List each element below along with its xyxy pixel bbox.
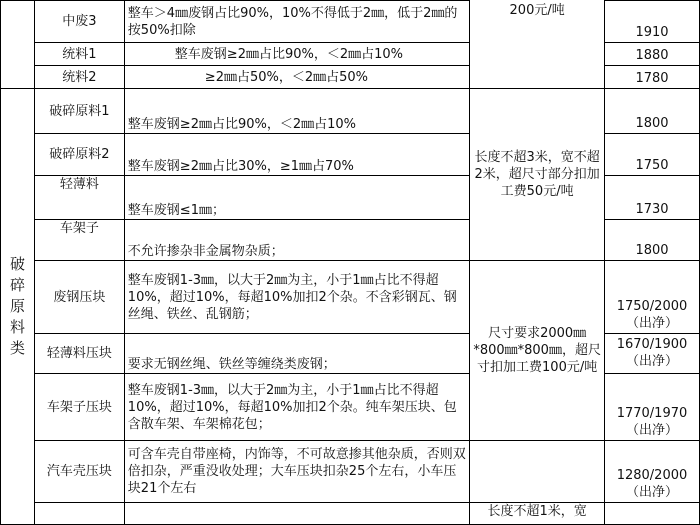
- table-row: [1, 261, 700, 334]
- category-label: 破碎原料类: [9, 255, 25, 357]
- processing-fee-text: 尺寸要求2000㎜*800㎜*800㎜，超尺寸扣加工费100元/吨: [473, 326, 601, 375]
- table-row: [1, 441, 700, 503]
- product-price: 1730: [605, 176, 700, 220]
- product-spec: 整车＞4㎜废钢占比90%，10%不得低于2㎜，低于2㎜的按50%扣除: [124, 1, 469, 43]
- processing-fee-text: 长度不超1米，宽: [487, 504, 587, 519]
- product-name: 中废3: [34, 1, 124, 43]
- processing-fee-cell: [470, 261, 605, 441]
- product-name: 破碎原料2: [34, 134, 124, 176]
- product-name: 统料1: [34, 43, 124, 66]
- product-price: 1770/1970（出净）: [605, 374, 700, 441]
- category-cell: [1, 89, 35, 525]
- product-spec: 整车废钢≥2㎜占比30%，≥1㎜占70%: [124, 134, 469, 176]
- processing-fee-cell: [470, 89, 605, 261]
- product-name: 汽车壳压块: [34, 441, 124, 503]
- product-price: 1800: [605, 89, 700, 134]
- product-name: 轻薄料压块: [34, 334, 124, 374]
- product-spec: ≥2㎜占50%，＜2㎜占50%: [124, 66, 469, 89]
- product-name: 统料2: [34, 66, 124, 89]
- product-spec: 整车废钢1-3㎜，以大于2㎜为主，小于1㎜占比不得超10%，超过10%，每超10%加扣2个杂。不含彩钢瓦、钢丝绳、铁丝、乱钢筋；: [124, 261, 469, 334]
- processing-fee-text: 长度不超3米，宽不超2米，超尺寸部分扣加工费50元/吨: [474, 150, 600, 199]
- product-price: 1910: [605, 1, 700, 43]
- product-name: 废钢压块: [34, 261, 124, 334]
- product-spec: 不允许掺杂非金属物杂质；: [124, 220, 469, 261]
- category-cell-upper: [1, 1, 35, 89]
- product-price: 1800: [605, 220, 700, 261]
- product-spec: 可含车壳自带座椅，内饰等，不可故意掺其他杂质，否则双倍扣杂，严重没收处理；大车压块扣杂25个左右，小车压块21个左右: [124, 441, 469, 503]
- product-name: 车架子压块: [34, 374, 124, 441]
- product-spec: 整车废钢≥2㎜占比90%，＜2㎜占10%: [124, 43, 469, 66]
- product-price: 1750/2000（出净）: [605, 261, 700, 334]
- processing-fee-cell: [470, 441, 605, 503]
- product-name: 车架子: [34, 220, 124, 261]
- table-row: [1, 503, 700, 525]
- table-row: [1, 89, 700, 134]
- product-name: 轻薄料: [34, 176, 124, 220]
- product-price: 1880: [605, 43, 700, 66]
- processing-fee-text: 200元/吨: [509, 3, 565, 18]
- product-price: 1750: [605, 134, 700, 176]
- product-price: 1280/2000（出净）: [605, 441, 700, 503]
- product-price: 1780: [605, 66, 700, 89]
- product-name: 破碎原料1: [34, 89, 124, 134]
- product-spec: 整车废钢≥2㎜占比90%，＜2㎜占10%: [124, 89, 469, 134]
- processing-fee-cell: [470, 0, 605, 89]
- product-spec: 要求无钢丝绳、铁丝等缠绕类废钢；: [124, 334, 469, 374]
- product-spec: 整车废钢1-3㎜，以大于2㎜为主，小于1㎜占比不得超10%，超过10%，每超10%加扣2个杂。纯车架压块、包含散车架、车架棉花包；: [124, 374, 469, 441]
- product-price: 1670/1900（出净）: [605, 334, 700, 374]
- product-spec: 整车废钢≤1㎜；: [124, 176, 469, 220]
- processing-fee-cell: [470, 503, 605, 525]
